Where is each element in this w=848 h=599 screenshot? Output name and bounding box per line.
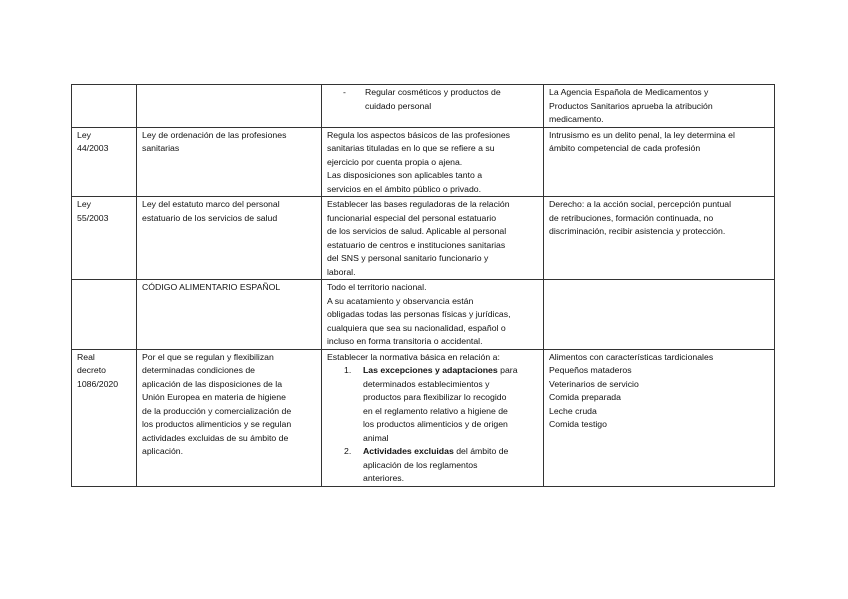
text-line: Regular cosméticos y productos de (365, 87, 501, 97)
text-line: incluso en forma transitoria o accidental. (327, 336, 483, 346)
text-line: cualquiera que sea su nacionalidad, español o (327, 322, 506, 333)
text-line: en el reglamento relativo a higiene de (363, 405, 508, 416)
text-line: Veterinarios de servicio (549, 378, 639, 389)
text-line: 44/2003 (77, 143, 109, 153)
scope-cell (322, 127, 544, 197)
law-title-cell (137, 280, 322, 350)
text-line: Las disposiciones son aplicables tanto a (327, 170, 483, 180)
text-line: decreto (77, 365, 106, 375)
text-line: laboral. (327, 266, 356, 277)
notes-cell (544, 127, 775, 197)
text-line: Ley del estatuto marco del personal (142, 199, 280, 209)
text-line: La Agencia Española de Medicamentos y (549, 87, 709, 97)
text-line: obligadas todas las personas físicas y jurídicas, (327, 309, 511, 319)
text-line: de retribuciones, formación continuada, no (549, 212, 714, 223)
table-row (72, 127, 775, 197)
dash-marker: - (343, 87, 346, 97)
text-line: aplicación de los reglamentos (363, 459, 478, 470)
text-line: los productos alimenticios y de origen (363, 419, 508, 429)
text-line: Comida preparada (549, 392, 621, 402)
text-line: del SNS y personal sanitario funcionario y (327, 253, 489, 263)
text-line: Real (77, 351, 95, 362)
law-id-cell (72, 280, 137, 350)
text-line: ejercicio por cuenta propia o ajena. (327, 156, 463, 167)
text-line: A su acatamiento y observancia están (327, 295, 474, 306)
list-number: 2. (344, 446, 352, 456)
table-row (72, 349, 775, 486)
text-line: Unión Europea en materia de higiene (142, 392, 286, 402)
text-line: de los servicios de salud. Aplicable al personal (327, 226, 507, 236)
text-line: Intrusismo es un delito penal, la ley determina el (549, 129, 735, 140)
text-line: Comida testigo (549, 419, 607, 429)
text-line: los productos alimenticios y se regulan (142, 419, 292, 429)
text-line: Ley (77, 199, 92, 209)
table-row (72, 85, 775, 128)
text-line: Derecho: a la acción social, percepción puntual (549, 199, 732, 209)
text-fragment: para (497, 365, 518, 375)
law-title-cell (137, 127, 322, 197)
law-id-cell (72, 197, 137, 280)
law-id-cell (72, 349, 137, 486)
law-title-cell (137, 85, 322, 128)
text-line: Ley de ordenación de las profesiones (142, 129, 287, 140)
bold-term: Actividades excluidas (363, 446, 454, 456)
scope-cell (322, 197, 544, 280)
text-line: cuidado personal (365, 100, 432, 111)
text-line: de la producción y comercialización de (142, 405, 292, 416)
text-line: Ley (77, 129, 92, 140)
text-line: productos para flexibilizar lo recogido (363, 392, 507, 402)
text-line: determinadas condiciones de (142, 365, 256, 375)
notes-cell (544, 280, 775, 350)
text-line: 1086/2020 (77, 378, 119, 389)
list-number: 1. (344, 365, 352, 375)
dash-list-item (327, 86, 538, 113)
text-line: aplicación de las disposiciones de la (142, 378, 283, 389)
text-line: servicios en el ámbito público o privado. (327, 183, 482, 194)
notes-cell (544, 85, 775, 128)
list-item (327, 445, 538, 486)
text-line: ámbito competencial de cada profesión (549, 143, 701, 153)
scope-cell (322, 85, 544, 128)
text-line: medicamento. (549, 114, 604, 124)
bold-term: Las excepciones y adaptaciones (363, 365, 498, 375)
text-line: Establecer las bases reguladoras de la relación (327, 199, 510, 209)
text-line: discriminación, recibir asistencia y protección. (549, 226, 726, 236)
list-item (327, 364, 538, 445)
law-id-cell (72, 85, 137, 128)
text-line: Pequeños mataderos (549, 365, 632, 375)
law-title-cell (137, 197, 322, 280)
scope-cell (322, 280, 544, 350)
text-line: CÓDIGO ALIMENTARIO ESPAÑOL (142, 282, 281, 292)
text-line: sanitarias tituladas en lo que se refiere a su (327, 143, 495, 153)
scope-cell (322, 349, 544, 486)
text-line: 55/2003 (77, 212, 109, 223)
text-line: anteriores. (363, 473, 405, 483)
text-line: Todo el territorio nacional. (327, 282, 427, 292)
law-id-cell (72, 127, 137, 197)
text-line: Establecer la normativa básica en relación a: (327, 351, 500, 362)
text-line: Leche cruda (549, 405, 597, 416)
text-line: Productos Sanitarios aprueba la atribución (549, 100, 713, 111)
notes-cell (544, 349, 775, 486)
law-title-cell (137, 349, 322, 486)
numbered-list (327, 364, 538, 486)
text-line: Alimentos con características tardicionales (549, 351, 714, 362)
table-row (72, 197, 775, 280)
text-line: funcionarial especial del personal estatuario (327, 212, 497, 223)
text-line: determinados establecimientos y (363, 378, 490, 389)
text-line: estatuario de centros e instituciones sanitarias (327, 239, 506, 250)
text-line: Por el que se regulan y flexibilizan (142, 351, 274, 362)
text-line: estatuario de los servicios de salud (142, 212, 278, 223)
text-line: actividades excluidas de su ámbito de (142, 432, 289, 443)
text-fragment: del ámbito de (453, 446, 509, 456)
table-row (72, 280, 775, 350)
text-line: animal (363, 432, 389, 443)
notes-cell (544, 197, 775, 280)
text-line: sanitarias (142, 143, 180, 153)
regulation-table (71, 84, 775, 487)
text-line: aplicación. (142, 446, 184, 456)
text-line: Regula los aspectos básicos de las profesiones (327, 129, 511, 140)
